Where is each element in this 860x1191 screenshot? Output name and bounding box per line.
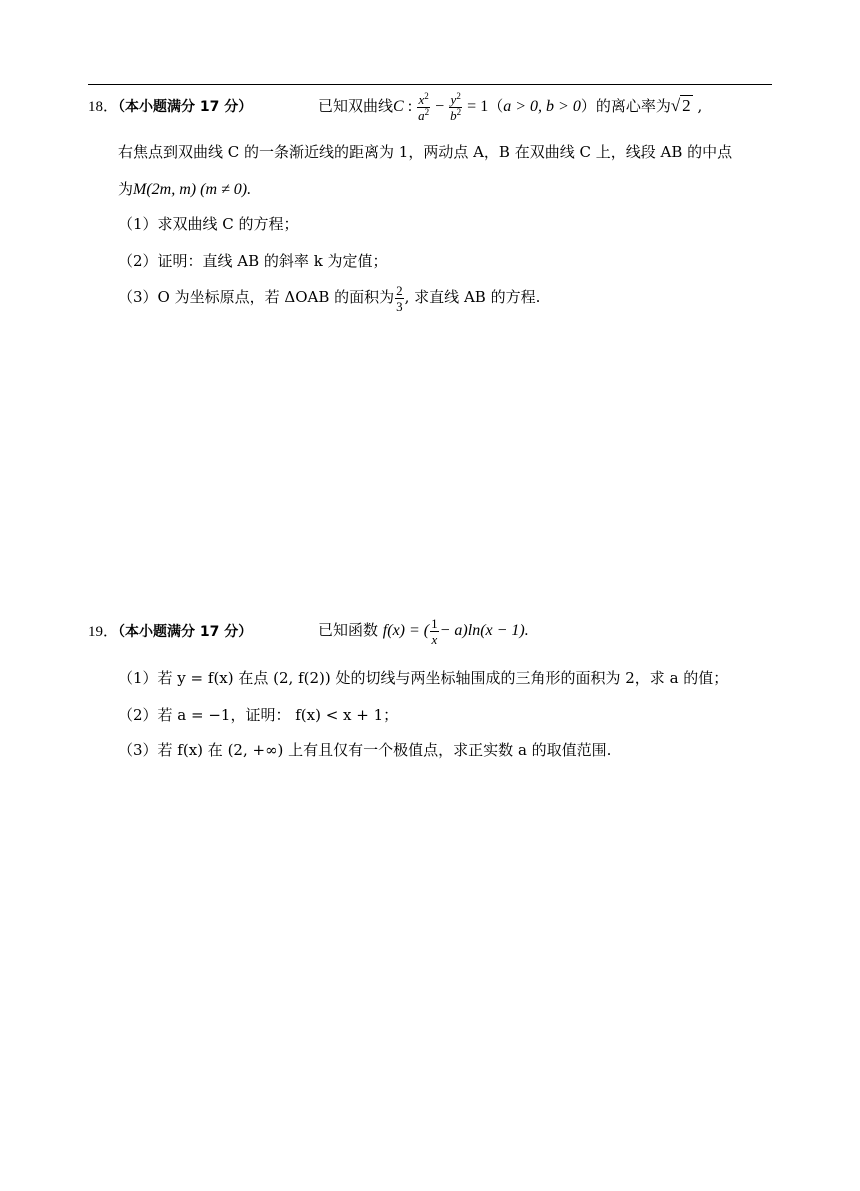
q18-item3-post: , 求直线 AB 的方程. [404,288,541,306]
q19-intro-line [318,614,529,647]
fraction-two-thirds: $\frac{2}{3}$ [396,282,403,314]
q18-line2: 右焦点到双曲线 C 的一条渐近线的距离为 1，两动点 A，B 在双曲线 C 上，线段 AB 的中点 [118,143,733,161]
q18-line3 [118,179,251,200]
q18-number: 18． [88,99,119,115]
q18-cond-open: （ [488,97,504,115]
q18-intro: 已知双曲线 [318,97,394,115]
q19-intro: 已知函数 [318,621,379,639]
q19-points-header: （本小题满分 17 分） [118,624,253,640]
q19-func-pre: f(x) = ( [382,622,430,639]
q18-item3-pre: （3）O 为坐标原点，若 ΔOAB 的面积为 [118,288,395,306]
q18-intro-line: 已知双曲线C : $\frac{x^2}{a^2}$ − $\frac{y^2}{b^2}$ = 1（a > 0, b > 0）的离心率为√ 2 , [318,90,703,123]
q18-item-1: （1）求双曲线 C 的方程； [118,215,299,233]
sqrt2-symbol: √ 2 [670,96,691,115]
q19-header-line [88,621,252,642]
q18-item-2: （2）证明：直线 AB 的斜率 k 为定值； [118,252,388,270]
q18-hyperbola-equation: C : $\frac{x^2}{a^2}$ − $\frac{y^2}{b^2}$ = 1 [393,90,489,123]
q18-points-header: （本小题满分 17 分） [118,99,253,115]
top-rule [88,84,772,85]
q18-midpoint: M(2m, m) (m ≠ 0). [133,181,252,198]
q18-cond-close: ）的离心率为 [580,97,671,115]
q18-header-line [88,96,252,117]
q19-item-2: （2）若 a = −1，证明： f(x) < x + 1； [118,706,399,724]
q18-item-3 [118,282,540,313]
fraction-one-over-x: $\frac{1}{x}$ [431,615,438,647]
q19-number: 19． [88,624,119,640]
q18-condition: a > 0, b > 0 [503,98,581,115]
q19-func-post: − a)ln(x − 1). [439,622,529,639]
q19-item-1: （1）若 y = f(x) 在点 (2, f(2)) 处的切线与两坐标轴围成的三角形的面积为 2，求 a 的值； [118,669,729,687]
q19-item-3: （3）若 f(x) 在 (2, +∞) 上有且仅有一个极值点，求正实数 a 的取值范围. [118,741,612,759]
q18-line3-pre: 为 [118,180,134,198]
